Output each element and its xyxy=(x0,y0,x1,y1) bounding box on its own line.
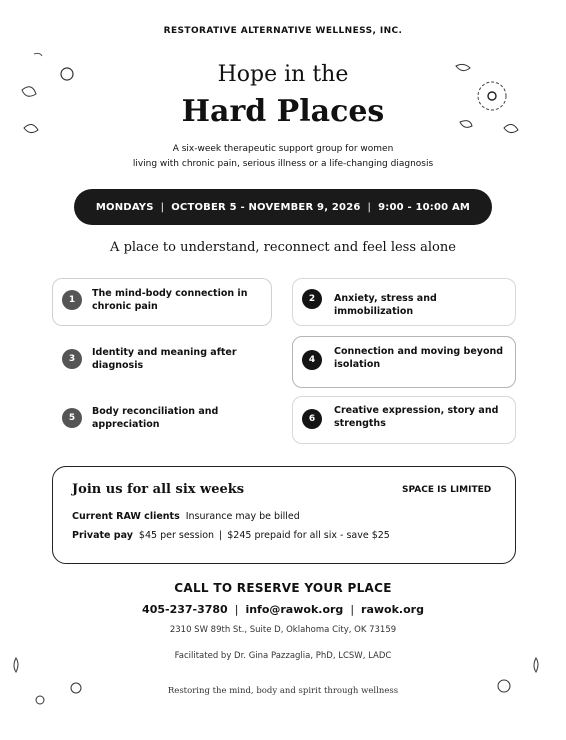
price-label: Current RAW clients xyxy=(72,511,180,522)
footer-tagline: Restoring the mind, body and spirit through wellness xyxy=(167,686,399,696)
price-label: Private pay xyxy=(72,530,133,541)
topic-item-3 xyxy=(60,347,270,377)
subtitle-line-1: A six-week therapeutic support group for women xyxy=(172,144,394,154)
topic-label-line: Anxiety, stress and immobilization xyxy=(334,293,437,317)
organization-name: RESTORATIVE ALTERNATIVE WELLNESS, INC. xyxy=(163,26,403,36)
contact-separator: | xyxy=(350,603,355,616)
topic-label-line: Creative expression, story and xyxy=(334,405,499,416)
schedule-banner xyxy=(74,189,492,225)
price-value: $245 prepaid for all six - save $25 xyxy=(227,530,390,541)
space-limited-note: SPACE IS LIMITED xyxy=(402,485,492,495)
topic-label-line: The mind-body connection in xyxy=(92,288,248,299)
title-line-1: Hope in the xyxy=(217,62,349,87)
topic-label-line: Identity and meaning after xyxy=(92,347,237,358)
price-row-private-pay xyxy=(72,530,390,541)
topic-item-5 xyxy=(60,406,270,436)
topic-number-badge: 2 xyxy=(302,289,322,309)
topic-item-1 xyxy=(60,288,270,318)
topic-number-badge: 1 xyxy=(62,290,82,310)
pricing-title: Join us for all six weeks xyxy=(72,482,245,497)
call-to-action: CALL TO RESERVE YOUR PLACE xyxy=(174,581,392,595)
topic-number-badge: 3 xyxy=(62,349,82,369)
decorative-leaves-bottom-left xyxy=(10,652,90,712)
schedule-dates: OCTOBER 5 - NOVEMBER 9, 2026 xyxy=(171,201,361,213)
topic-item-6 xyxy=(302,405,512,435)
tagline: A place to understand, reconnect and feel less alone xyxy=(110,240,456,255)
topic-number-badge: 4 xyxy=(302,350,322,370)
schedule-separator: | xyxy=(160,201,165,213)
contact-line xyxy=(0,603,566,616)
contact-separator: | xyxy=(234,603,239,616)
schedule-time: 9:00 - 10:00 AM xyxy=(378,201,471,213)
title-line-2: Hard Places xyxy=(181,94,385,129)
email-link[interactable]: info@rawok.org xyxy=(245,603,344,616)
price-row-current-clients xyxy=(72,511,300,522)
topic-label-line: isolation xyxy=(334,358,381,370)
price-value: $45 per session xyxy=(138,530,215,541)
topic-number-badge: 6 xyxy=(302,409,322,429)
schedule-separator: | xyxy=(367,201,372,213)
topic-label-line: appreciation xyxy=(92,418,160,430)
topic-number-badge: 5 xyxy=(62,408,82,428)
address: 2310 SW 89th St., Suite D, Oklahoma City, OK 73159 xyxy=(169,625,397,635)
topic-label-line: Body reconciliation and xyxy=(92,406,219,417)
subtitle-line-2: living with chronic pain, serious illness or a life-changing diagnosis xyxy=(132,159,434,169)
topic-label-line: diagnosis xyxy=(92,359,144,371)
schedule-day: MONDAYS xyxy=(95,201,154,213)
price-value: Insurance may be billed xyxy=(185,511,300,522)
topic-label-line: Connection and moving beyond xyxy=(334,346,504,357)
price-separator: | xyxy=(219,530,223,541)
topic-label-line: chronic pain xyxy=(92,300,158,312)
topic-item-2 xyxy=(302,288,512,318)
topic-label-line: strengths xyxy=(334,417,386,429)
phone-number[interactable]: 405-237-3780 xyxy=(142,603,228,616)
facilitator: Facilitated by Dr. Gina Pazzaglia, PhD, LCSW, LADC xyxy=(174,651,392,661)
website-link[interactable]: rawok.org xyxy=(361,603,424,616)
topic-item-4 xyxy=(302,346,512,376)
